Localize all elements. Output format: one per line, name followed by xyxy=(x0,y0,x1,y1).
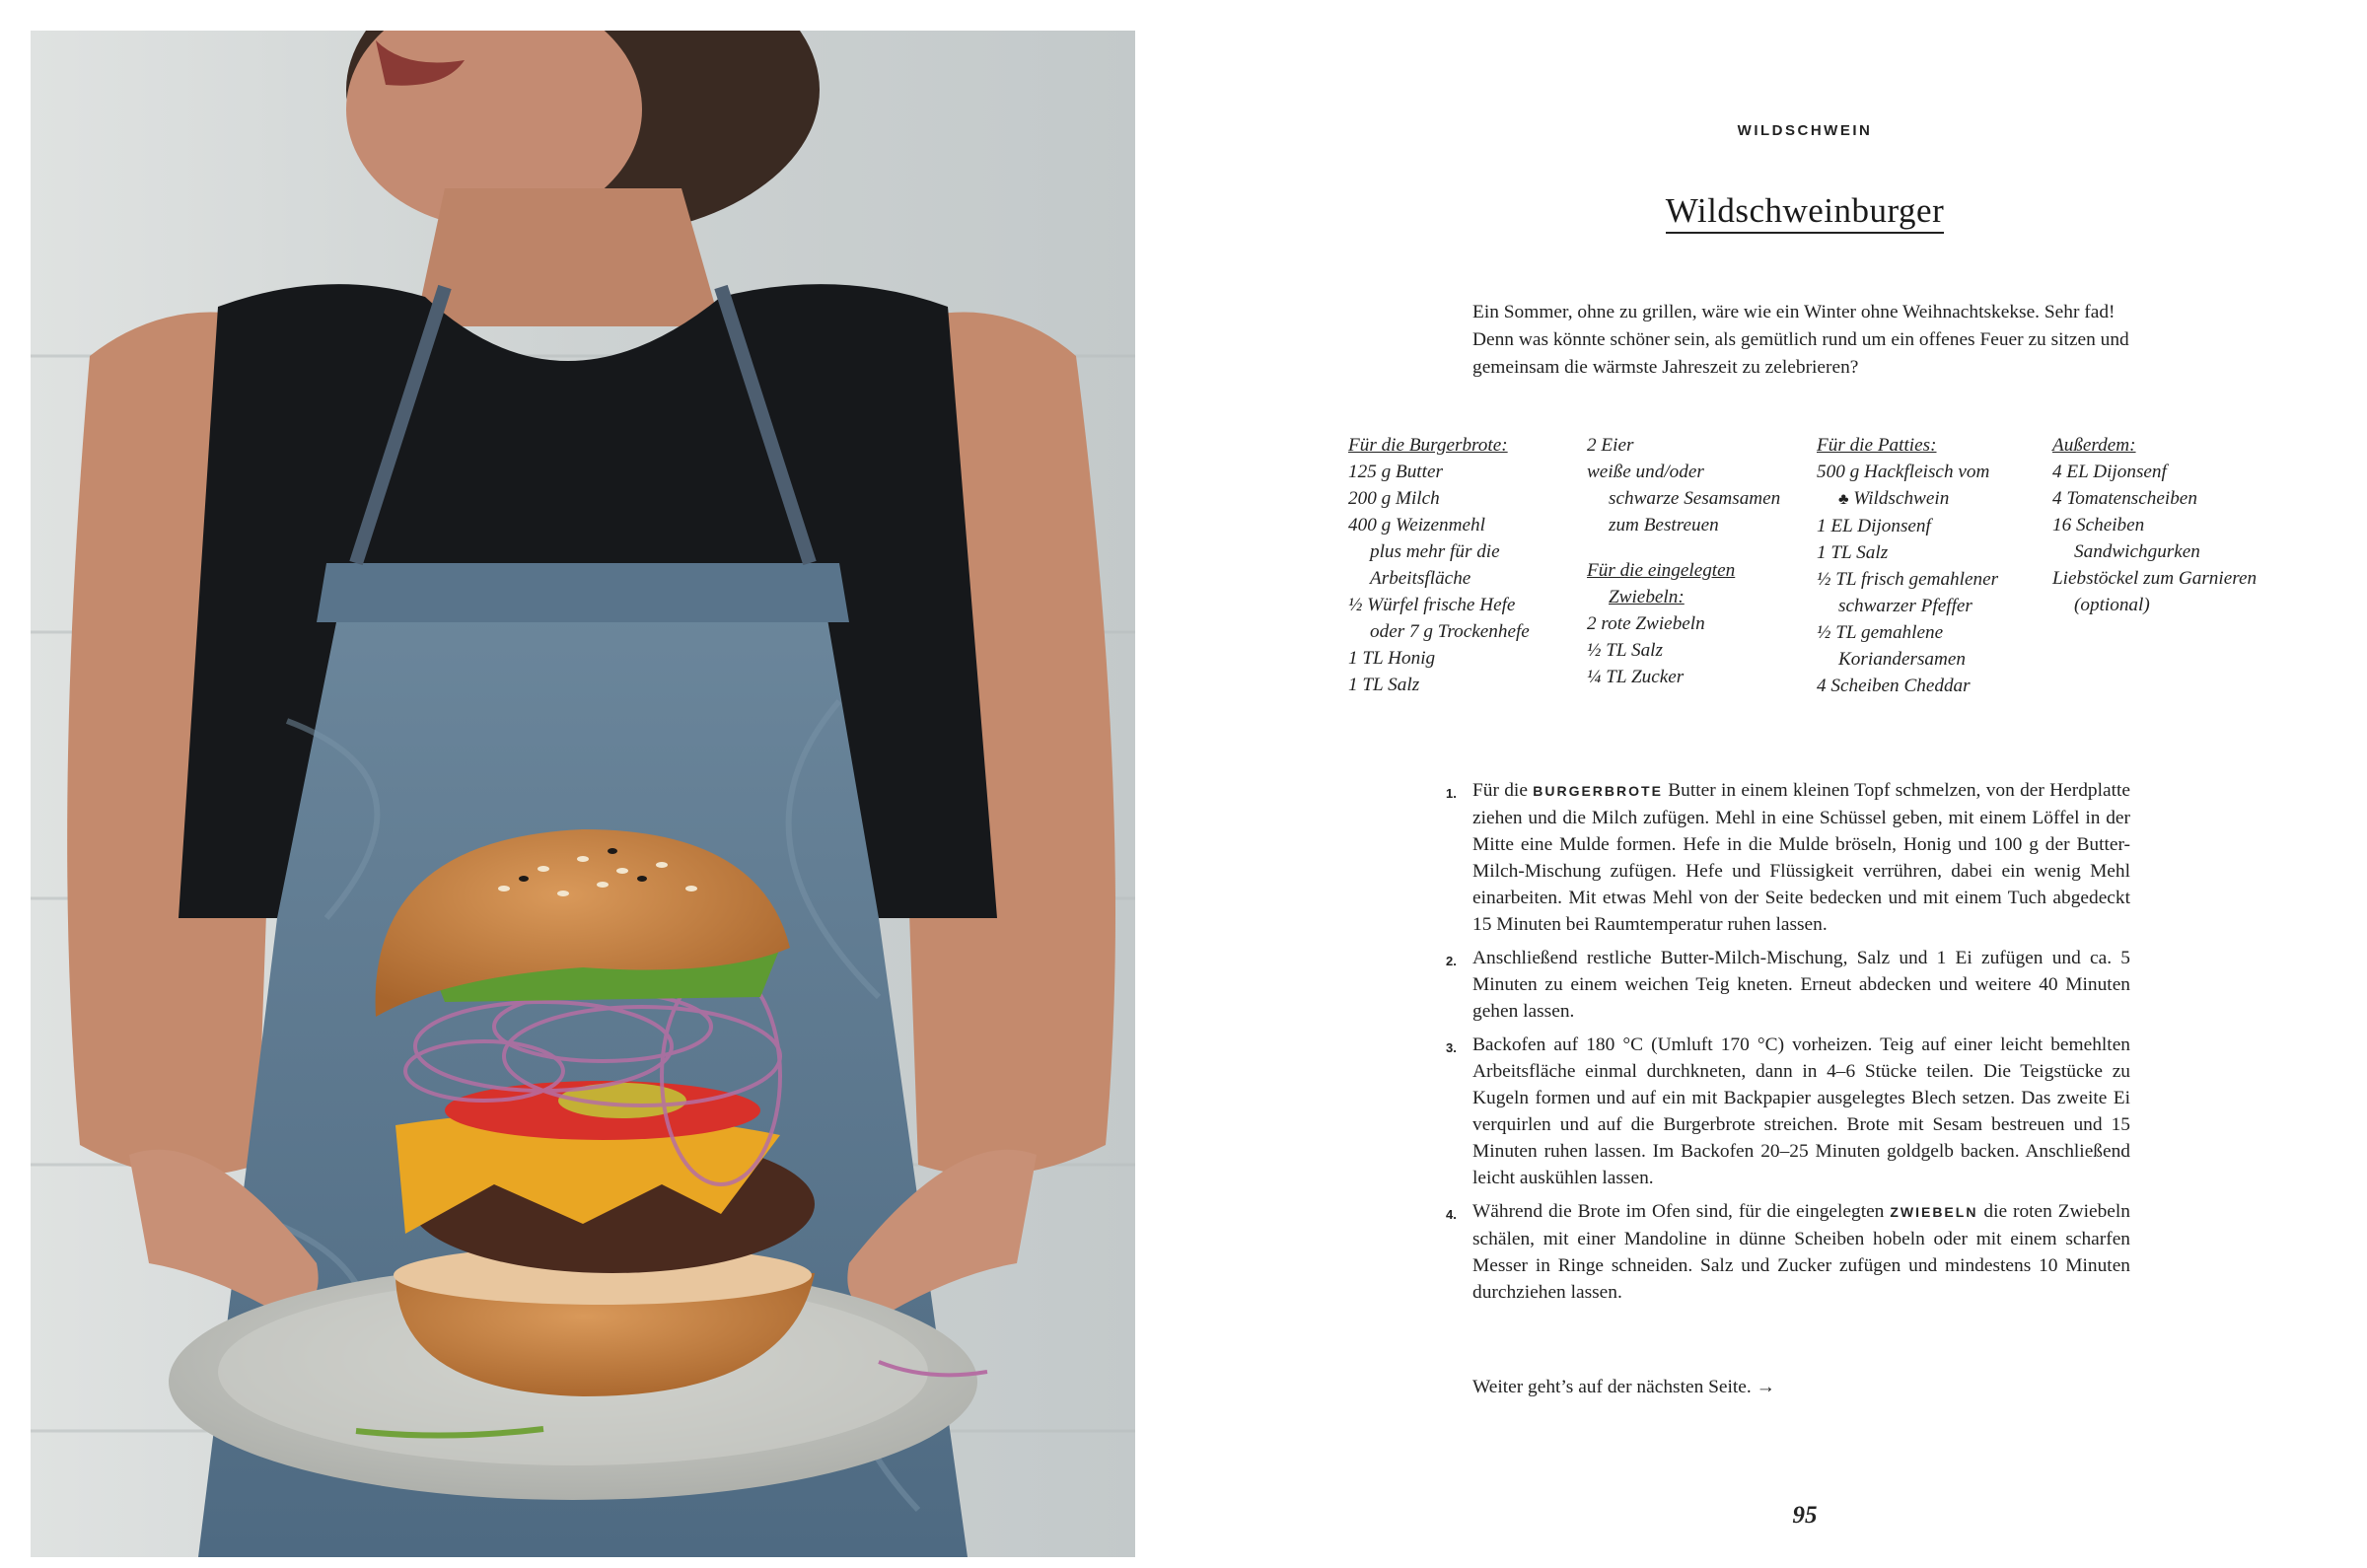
ingredient-line: 16 Scheiben xyxy=(2052,515,2145,535)
ingredient-line: ¼ TL Zucker xyxy=(1587,667,1685,687)
ingredient-line: 4 Tomatenscheiben xyxy=(2052,488,2197,509)
step-text: Anschließend restliche Butter-Milch-Mischung, Salz und 1 Ei zufügen und ca. 5 Minuten zu einem weichen Teig kneten. Erneut abdecken und weitere 40 Minuten gehen lassen. xyxy=(1472,948,2130,1022)
step-text: Für die BURGERBROTE Butter in einem kleinen Topf schmelzen, von der Herdplatte ziehen und die Milch zufügen. Mehl in eine Schüssel geben, mit einem Löffel in der Mitte eine Mulde formen. Hefe in die Mulde bröseln, Honig und 100 g der Butter-Milch-Mischung zufügen. Hefe und Flüssigkeit verrühren, dabei ein wenig Mehl einarbeiten. Mit etwas Mehl von der Seite bedecken und mit einem Tuch abgedeckt 15 Minuten bei Raumtemperatur ruhen lassen. xyxy=(1472,780,2130,935)
ingredient-line: Sandwichgurken xyxy=(2074,541,2200,562)
method-steps xyxy=(1446,777,2130,1313)
ingredient-line: 2 rote Zwiebeln xyxy=(1587,613,1705,634)
burger-photo xyxy=(31,31,1135,1557)
ingredients-heading: Zwiebeln: xyxy=(1609,587,1685,607)
ingredient-line: oder 7 g Trockenhefe xyxy=(1370,621,1530,642)
ingredients-column-1 xyxy=(1348,432,1530,698)
continue-note: Weiter geht’s auf der nächsten Seite. → xyxy=(1472,1377,1775,1397)
ingredient-line: (optional) xyxy=(2074,595,2150,615)
ingredients-heading: Für die Burgerbrote: xyxy=(1348,435,1508,456)
ingredient-line: weiße und/oder xyxy=(1587,462,1704,482)
method-step xyxy=(1446,1032,2130,1191)
step-text: Während die Brote im Ofen sind, für die eingelegten ZWIEBELN die roten Zwiebeln schälen, mit einer Mandoline in dünne Scheiben hobeln oder mit einem scharfen Messer in Ringe schneiden. Salz und Zucker zufügen und mindestens 10 Minuten durchziehen lassen. xyxy=(1472,1201,2130,1303)
ingredients-column-3 xyxy=(1817,432,1998,699)
ingredient-line: 1 EL Dijonsenf xyxy=(1817,516,1931,536)
ingredient-line: ½ TL frisch gemahlener xyxy=(1817,569,1999,590)
ingredients-column-4 xyxy=(2052,432,2257,618)
ingredient-line: 125 g Butter xyxy=(1348,462,1443,482)
ingredient-line: 1 TL Salz xyxy=(1817,542,1889,563)
ingredient-line: zum Bestreuen xyxy=(1609,515,1719,535)
ingredient-line: Koriandersamen xyxy=(1838,649,1966,670)
step-text: Backofen auf 180 °C (Umluft 170 °C) vorheizen. Teig auf einer leicht bemehlten Arbeitsfläche einmal durchkneten, dann in 4–6 Stücke teilen. Die Teigstücke zu Kugeln formen und auf ein mit Backpapier ausgelegtes Blech setzen. Das zweite Ei verquirlen und auf die Burgerbrote streichen. Brote mit Sesam bestreuen und 15 Minuten ruhen lassen. Im Backofen 20–25 Minuten goldgelb backen. Anschließend leicht auskühlen lassen. xyxy=(1472,1034,2130,1188)
ingredient-line: ½ TL gemahlene xyxy=(1817,622,1944,643)
method-step xyxy=(1446,945,2130,1025)
ingredient-line: 400 g Weizenmehl xyxy=(1348,515,1485,535)
ingredient-line: 4 Scheiben Cheddar xyxy=(1817,676,1971,696)
step-keyword: BURGERBROTE xyxy=(1533,783,1663,799)
ingredients-heading: Für die Patties: xyxy=(1817,435,1937,456)
step-number: 4. xyxy=(1446,1207,1457,1222)
ingredient-line: 2 Eier xyxy=(1587,435,1634,456)
ingredient-line: 1 TL Honig xyxy=(1348,648,1436,669)
boar-icon: ♣ xyxy=(1838,491,1849,508)
ingredient-line: ½ TL Salz xyxy=(1587,640,1663,661)
ingredient-line: ½ Würfel frische Hefe xyxy=(1348,595,1516,615)
ingredients-column-2 xyxy=(1587,432,1780,690)
ingredient-line: 200 g Milch xyxy=(1348,488,1440,509)
intro-text: Ein Sommer, ohne zu grillen, wäre wie ein Winter ohne Weihnachtskekse. Sehr fad! Denn was könnte schöner sein, als gemütlich rund um ein offenes Feuer zu sitzen und gemeinsam die wärmste Jahreszeit zu zelebrieren? xyxy=(1472,302,2129,378)
burger-photo-illustration xyxy=(31,31,1135,1557)
category-label: WILDSCHWEIN xyxy=(1737,122,1873,139)
ingredient-line: plus mehr für die xyxy=(1370,541,1500,562)
step-number: 2. xyxy=(1446,954,1457,968)
recipe-title xyxy=(1460,191,2150,231)
recipe-title-text: Wildschweinburger xyxy=(1666,191,1944,234)
ingredient-line: 1 TL Salz xyxy=(1348,675,1420,695)
ingredient-line: schwarze Sesamsamen xyxy=(1609,488,1781,509)
ingredients-heading: Außerdem: xyxy=(2052,435,2136,456)
ingredient-line: Liebstöckel zum Garnieren xyxy=(2052,568,2258,589)
ingredient-line: 500 g Hackfleisch vom xyxy=(1817,462,1990,482)
step-number: 3. xyxy=(1446,1040,1457,1055)
page-number: 95 xyxy=(1792,1502,1818,1529)
step-keyword: ZWIEBELN xyxy=(1890,1204,1978,1220)
method-step xyxy=(1446,777,2130,938)
ingredient-line: Wildschwein xyxy=(1853,488,1950,509)
ingredient-line: schwarzer Pfeffer xyxy=(1838,596,1972,616)
method-step xyxy=(1446,1198,2130,1306)
step-number: 1. xyxy=(1446,786,1457,801)
ingredients-heading: Für die eingelegten xyxy=(1587,560,1736,581)
ingredient-line: 4 EL Dijonsenf xyxy=(2052,462,2167,482)
ingredient-line: Arbeitsfläche xyxy=(1370,568,1471,589)
